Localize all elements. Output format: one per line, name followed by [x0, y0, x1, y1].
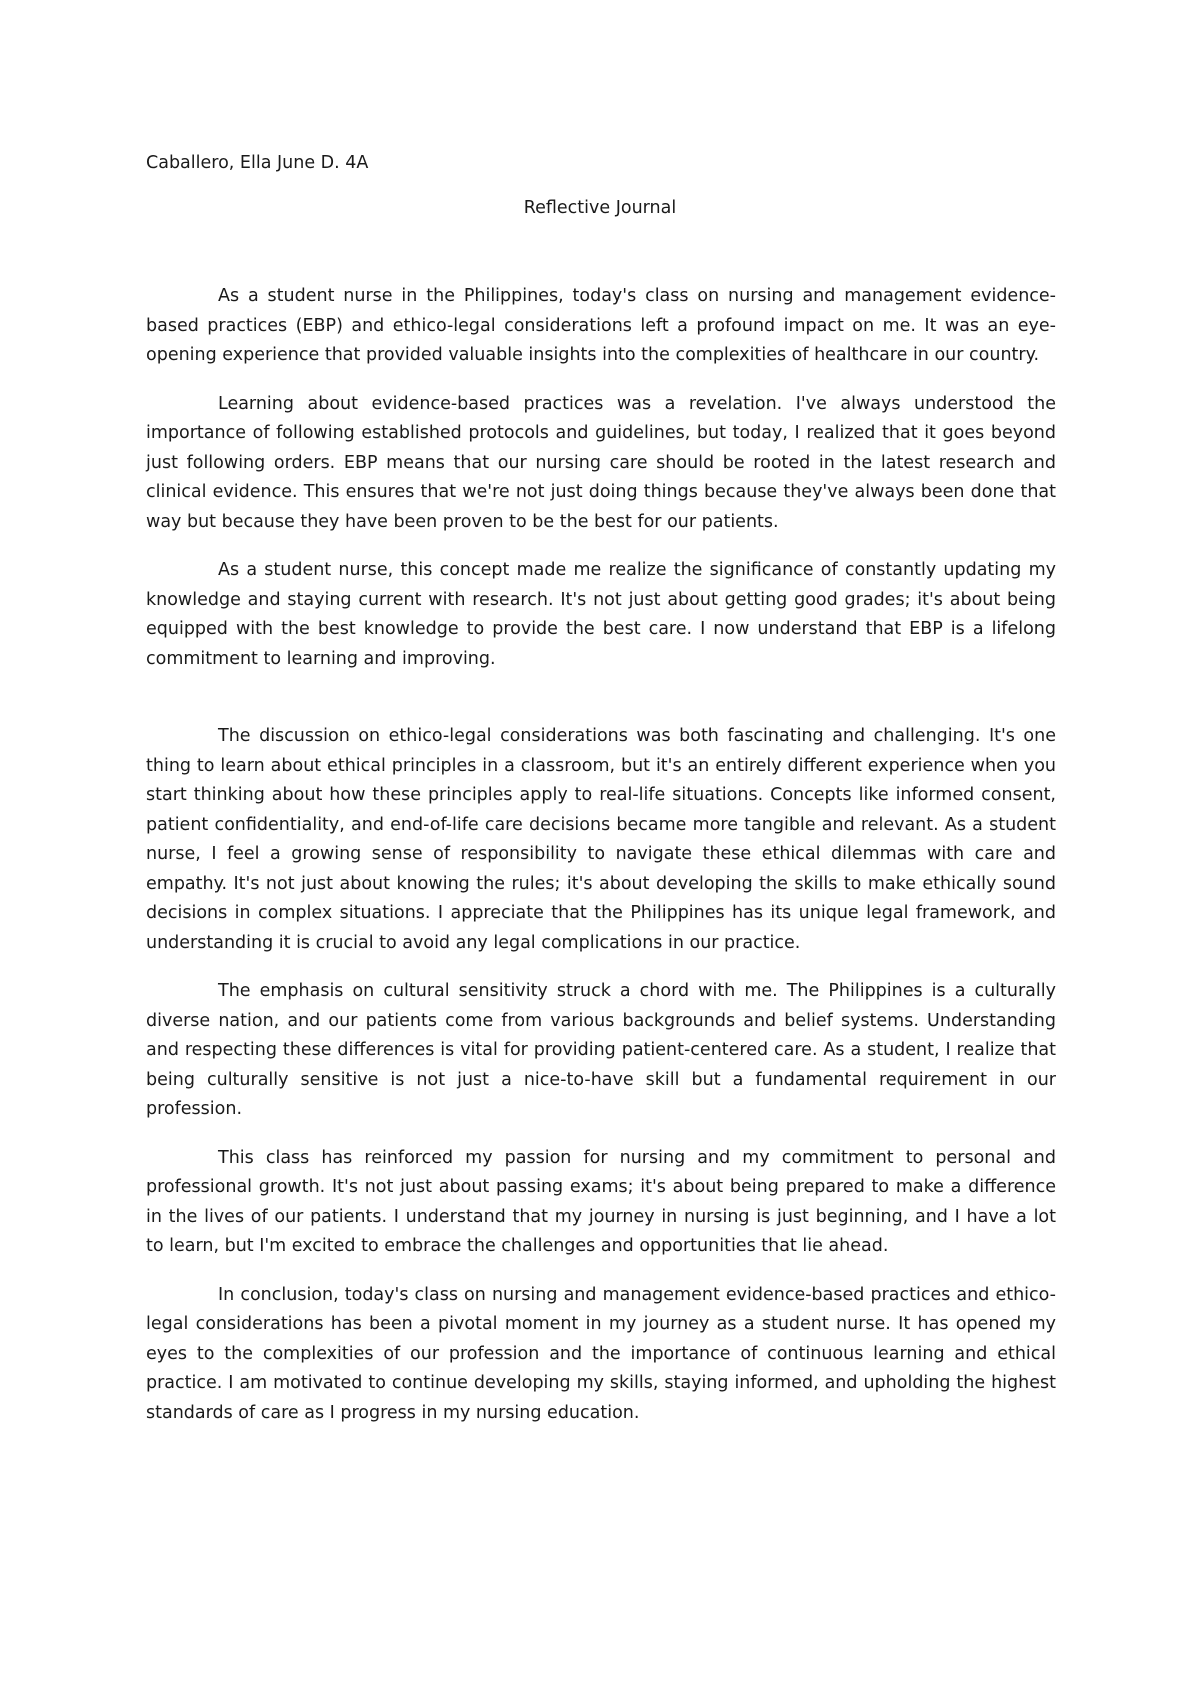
- paragraph-ebp-revelation: Learning about evidence-based practices was a revelation. I've always understood the importance of following established protocols and guidelines, but today, I realized that it goes beyond just following orders. EBP means that our nursing care should be rooted in the latest research and clinical evidence. This ensures that we're not just doing things because they've always been done that way but because they have been proven to be the best for our patients.: [146, 393, 1056, 532]
- paragraph-conclusion: In conclusion, today's class on nursing and management evidence-based practices and ethico-legal considerations has been a pivotal moment in my journey as a student nurse. It has opened my eyes to the complexities of our profession and the importance of continuous learning and ethical practice. I am motivated to continue developing my skills, staying informed, and upholding the highest standards of care as I progress in my nursing education.: [146, 1284, 1056, 1423]
- paragraph-cultural-sensitivity: The emphasis on cultural sensitivity struck a chord with me. The Philippines is a culturally diverse nation, and our patients come from various backgrounds and belief systems. Understanding and respecting these differences is vital for providing patient-centered care. As a student, I realize that being culturally sensitive is not just a nice-to-have skill but a fundamental requirement in our profession.: [146, 981, 1056, 1119]
- author-line: Caballero, Ella June D. 4A: [146, 153, 369, 173]
- paragraph-ethico-legal: The discussion on ethico-legal considerations was both fascinating and challenging. It's one thing to learn about ethical principles in a classroom, but it's an entirely different experience when you start thinking about how these principles apply to real-life situations. Concepts like informed consent, patient confidentiality, and end-of-life care decisions became more tangible and relevant. As a student nurse, I feel a growing sense of responsibility to navigate these ethical dilemmas with care and empathy. It's not just about knowing the rules; it's about developing the skills to make ethically sound decisions in complex situations. I appreciate that the Philippines has its unique legal framework, and understanding it is crucial to avoid any legal complications in our practice.: [146, 726, 1056, 953]
- document-title: Reflective Journal: [523, 198, 677, 218]
- document-body: [146, 282, 1056, 1447]
- paragraph-passion: This class has reinforced my passion for nursing and my commitment to personal and professional growth. It's not just about passing exams; it's about being prepared to make a difference in the lives of our patients. I understand that my journey in nursing is just beginning, and I have a lot to learn, but I'm excited to embrace the challenges and opportunities that lie ahead.: [146, 1147, 1056, 1256]
- paragraph-ebp-significance: As a student nurse, this concept made me realize the significance of constantly updating my knowledge and staying current with research. It's not just about getting good grades; it's about being equipped with the best knowledge to provide the best care. I now understand that EBP is a lifelong commitment to learning and improving.: [146, 560, 1056, 669]
- paragraph-intro: As a student nurse in the Philippines, today's class on nursing and management evidence-based practices (EBP) and ethico-legal considerations left a profound impact on me. It was an eye-opening experience that provided valuable insights into the complexities of healthcare in our country.: [146, 286, 1056, 365]
